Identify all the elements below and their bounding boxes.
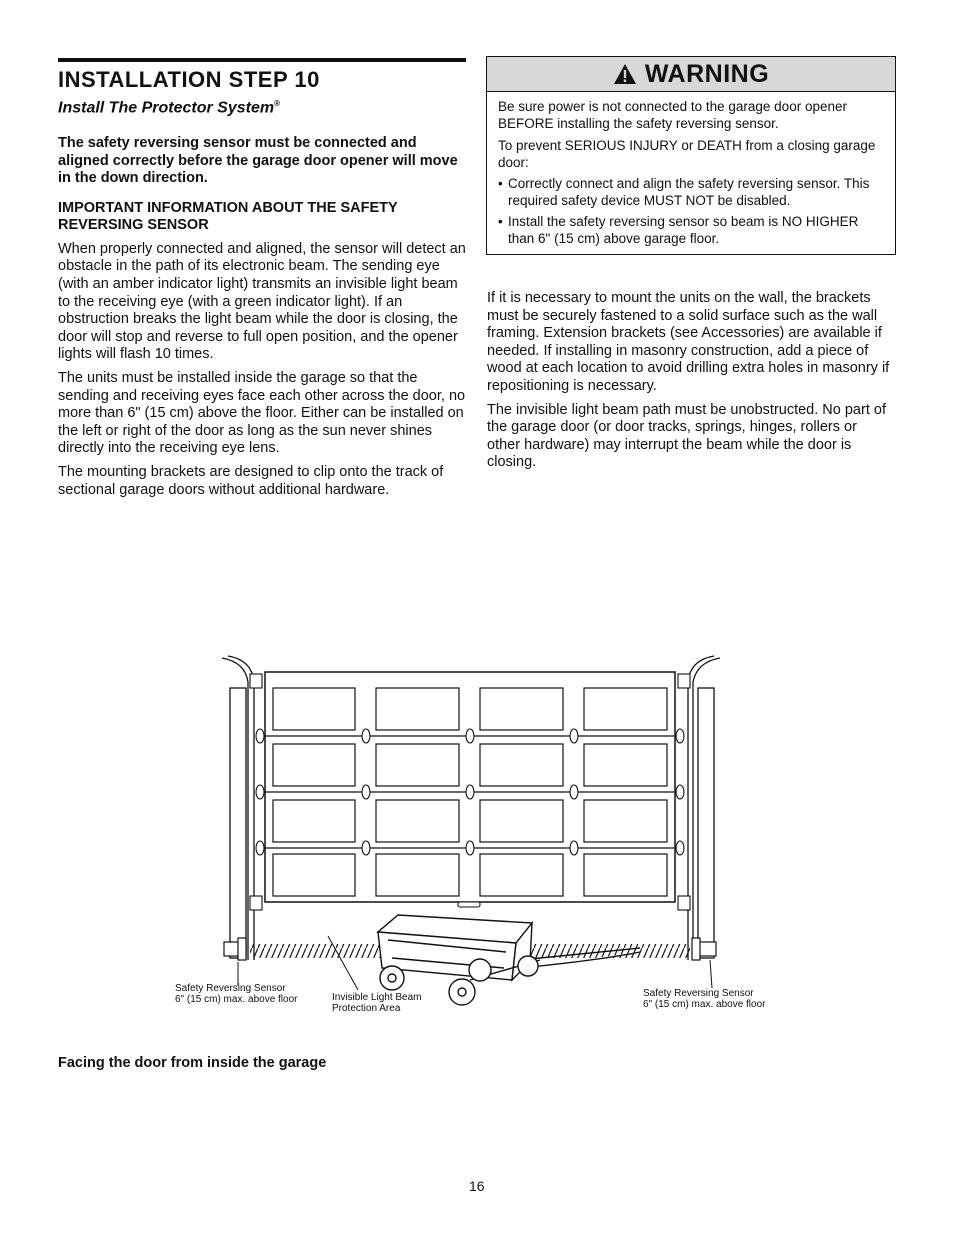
- right-sensor-label-line1: Safety Reversing Sensor: [643, 988, 754, 999]
- left-column: [58, 58, 466, 499]
- garage-door-illustration: [0, 640, 954, 1030]
- beam-area-label-line1: Invisible Light Beam: [332, 992, 422, 1003]
- step-subtitle: [58, 94, 466, 118]
- body-paragraph: The invisible light beam path must be unobstructed. No part of the garage door (or door tracks, springs, hinges, rollers or other hardware) may interrupt the beam while the door is closing.: [487, 401, 886, 471]
- step-subtitle-text: Install The Protector System: [58, 99, 275, 117]
- body-paragraph: When properly connected and aligned, the sensor will detect an obstacle in the path of its electronic beam. The sending eye (with an amber indicator light) transmits an invisible light beam to the receiving eye (with a green indicator light). If an obstruction breaks the light beam while the door is closing, the door will stop and reverse to full open position, and the opener lights will flash 10 times.: [58, 240, 466, 363]
- warning-header: [487, 57, 895, 92]
- warning-bullet-text: Install the safety reversing sensor so beam is NO HIGHER than 6" (15 cm) above garage floor.: [508, 213, 859, 247]
- section-subheading: IMPORTANT INFORMATION ABOUT THE SAFETY REVERSING SENSOR: [58, 199, 398, 234]
- warning-box: [486, 56, 896, 255]
- left-sensor-label-line2: 6" (15 cm) max. above floor: [175, 994, 298, 1005]
- lead-paragraph: The safety reversing sensor must be connected and aligned correctly before the garage door opener will move in the down direction.: [58, 135, 458, 187]
- right-sensor-label-line2: 6" (15 cm) max. above floor: [643, 999, 766, 1010]
- bullet-dot: •: [498, 213, 503, 229]
- left-sensor-label: [175, 983, 298, 1005]
- right-sensor-label: [643, 988, 766, 1010]
- beam-area-label-line2: Protection Area: [332, 1003, 401, 1014]
- right-column: [487, 290, 892, 472]
- warning-bullet-text: Correctly connect and align the safety reversing sensor. This required safety device MUST NOT be disabled.: [508, 176, 870, 209]
- header-rule: [58, 58, 466, 62]
- warning-bullet: [498, 213, 883, 248]
- bullet-dot: •: [498, 176, 503, 192]
- left-sensor-label-line1: Safety Reversing Sensor: [175, 983, 286, 994]
- warning-line: To prevent SERIOUS INJURY or DEATH from a closing garage door:: [498, 137, 876, 170]
- warning-line: Be sure power is not connected to the garage door opener BEFORE installing the safety reversing sensor.: [498, 99, 847, 132]
- body-paragraph: If it is necessary to mount the units on the wall, the brackets must be securely fastened to a solid surface such as the wall framing. Extension brackets (see Accessories) are available if needed. If installing in masonry construction, add a piece of wood at each location to avoid drilling extra holes in masonry if repositioning is necessary.: [487, 290, 890, 394]
- page-number: 16: [469, 1178, 485, 1194]
- warning-title: WARNING: [644, 59, 770, 88]
- step-title: INSTALLATION STEP 10: [58, 67, 320, 92]
- body-paragraph: The units must be installed inside the garage so that the sending and receiving eyes face each other across the door, no more than 6" (15 cm) above the floor. Either can be installed on the left or right of the door as long as the sun never shines directly into the receiving eye lens.: [58, 369, 466, 457]
- beam-area-label: [332, 992, 422, 1014]
- figure-caption: Facing the door from inside the garage: [58, 1055, 327, 1071]
- registered-mark: ®: [274, 99, 280, 108]
- warning-bullet: [498, 175, 883, 210]
- body-paragraph: The mounting brackets are designed to clip onto the track of sectional garage doors without additional hardware.: [58, 463, 444, 498]
- warning-triangle-icon: [613, 63, 637, 85]
- warning-body: [487, 92, 895, 247]
